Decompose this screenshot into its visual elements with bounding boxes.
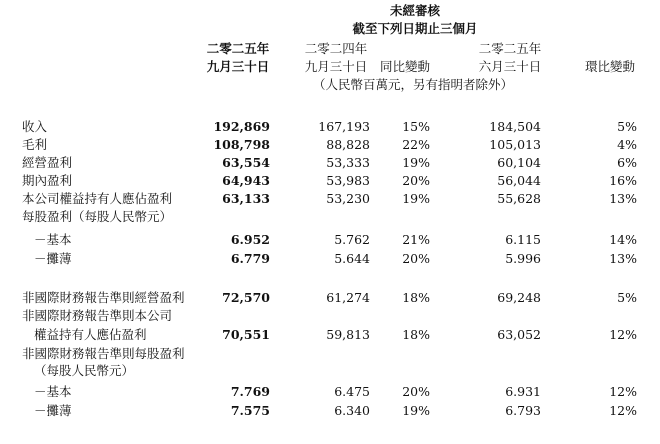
row-label: －攤薄 (34, 251, 72, 266)
value-q3-2025: 63,554 (222, 155, 270, 170)
col2-header-date: 九月三十日 (304, 59, 368, 74)
value-q3-2025: 64,943 (222, 173, 270, 188)
table-row (0, 308, 660, 324)
value-q3-2024: 5.762 (334, 232, 370, 247)
col1-header-date: 九月三十日 (206, 59, 270, 74)
table-row (0, 363, 660, 379)
col4-header-date: 六月三十日 (478, 59, 542, 74)
value-yoy-change: 19% (402, 155, 430, 170)
table-row (0, 191, 660, 207)
table-row (0, 346, 660, 362)
value-q3-2025: 70,551 (222, 327, 270, 342)
row-label: 非國際財務報告準則經營盈利 (22, 290, 185, 305)
value-q3-2024: 6.475 (334, 384, 370, 399)
value-q3-2025: 63,133 (222, 191, 270, 206)
value-qoq-change: 12% (609, 403, 637, 418)
unit-note: （人民幣百萬元，另有指明者除外） (312, 77, 514, 92)
table-row (0, 232, 660, 248)
row-label: －基本 (34, 232, 72, 247)
value-q2-2025: 60,104 (497, 155, 541, 170)
table-row (0, 119, 660, 135)
row-label: 權益持有人應佔盈利 (34, 327, 147, 342)
value-q2-2025: 105,013 (489, 137, 541, 152)
value-q3-2025: 6.779 (230, 251, 270, 266)
row-label: 每股盈利（每股人民幣元） (22, 209, 173, 224)
value-q3-2024: 61,274 (326, 290, 370, 305)
value-yoy-change: 22% (402, 137, 430, 152)
value-q3-2024: 88,828 (326, 137, 370, 152)
row-label: －基本 (34, 384, 72, 399)
value-qoq-change: 5% (617, 290, 637, 305)
value-qoq-change: 6% (617, 155, 637, 170)
row-label: －攤薄 (34, 403, 72, 418)
table-row (0, 209, 660, 225)
value-qoq-change: 13% (609, 251, 637, 266)
table-row (0, 137, 660, 153)
table-row (0, 327, 660, 343)
value-q2-2025: 6.115 (505, 232, 541, 247)
value-yoy-change: 20% (402, 251, 430, 266)
row-label: 經營盈利 (22, 155, 73, 170)
value-yoy-change: 20% (402, 384, 430, 399)
value-q3-2024: 53,333 (326, 155, 370, 170)
value-yoy-change: 18% (402, 290, 430, 305)
period-header: 截至下列日期止三個月 (352, 21, 478, 36)
table-row (0, 173, 660, 189)
value-yoy-change: 19% (402, 403, 430, 418)
value-qoq-change: 4% (617, 137, 637, 152)
row-label: 期內盈利 (22, 173, 73, 188)
value-q2-2025: 6.931 (505, 384, 541, 399)
col1-header-year: 二零二五年 (206, 41, 270, 56)
value-qoq-change: 12% (609, 327, 637, 342)
value-q2-2025: 69,248 (497, 290, 541, 305)
row-label: 非國際財務報告準則本公司 (22, 308, 173, 323)
value-q3-2025: 192,869 (213, 119, 270, 134)
value-qoq-change: 16% (609, 173, 637, 188)
table-row (0, 290, 660, 306)
value-q2-2025: 5.996 (505, 251, 541, 266)
value-yoy-change: 19% (402, 191, 430, 206)
value-q3-2025: 7.769 (230, 384, 270, 399)
row-label: 收入 (22, 119, 48, 134)
value-yoy-change: 18% (402, 327, 430, 342)
value-q2-2025: 56,044 (497, 173, 541, 188)
value-yoy-change: 15% (402, 119, 430, 134)
value-q2-2025: 6.793 (505, 403, 541, 418)
row-label: 毛利 (22, 137, 48, 152)
table-row (0, 155, 660, 171)
col2-header-year: 二零二四年 (304, 41, 368, 56)
value-q3-2024: 6.340 (334, 403, 370, 418)
value-yoy-change: 21% (402, 232, 430, 247)
value-q3-2025: 7.575 (230, 403, 270, 418)
value-qoq-change: 5% (617, 119, 637, 134)
value-yoy-change: 20% (402, 173, 430, 188)
value-qoq-change: 12% (609, 384, 637, 399)
value-q2-2025: 55,628 (497, 191, 541, 206)
col5-header: 環比變動 (584, 59, 636, 74)
value-q3-2024: 167,193 (318, 119, 370, 134)
value-qoq-change: 13% (609, 191, 637, 206)
row-label: 非國際財務報告準則每股盈利 (22, 346, 185, 361)
col3-header: 同比變動 (379, 59, 431, 74)
value-q3-2025: 6.952 (230, 232, 270, 247)
table-row (0, 251, 660, 267)
value-q3-2024: 59,813 (326, 327, 370, 342)
col4-header-year: 二零二五年 (478, 41, 542, 56)
value-q3-2024: 53,230 (326, 191, 370, 206)
value-q3-2025: 108,798 (213, 137, 270, 152)
row-label: 本公司權益持有人應佔盈利 (22, 191, 173, 206)
table-row (0, 384, 660, 400)
unaudited-header: 未經審核 (389, 3, 441, 18)
value-q3-2025: 72,570 (222, 290, 270, 305)
row-label: （每股人民幣元） (34, 363, 135, 378)
value-q2-2025: 184,504 (489, 119, 541, 134)
value-q3-2024: 5.644 (334, 251, 370, 266)
value-q3-2024: 53,983 (326, 173, 370, 188)
table-row (0, 403, 660, 419)
value-qoq-change: 14% (609, 232, 637, 247)
value-q2-2025: 63,052 (497, 327, 541, 342)
